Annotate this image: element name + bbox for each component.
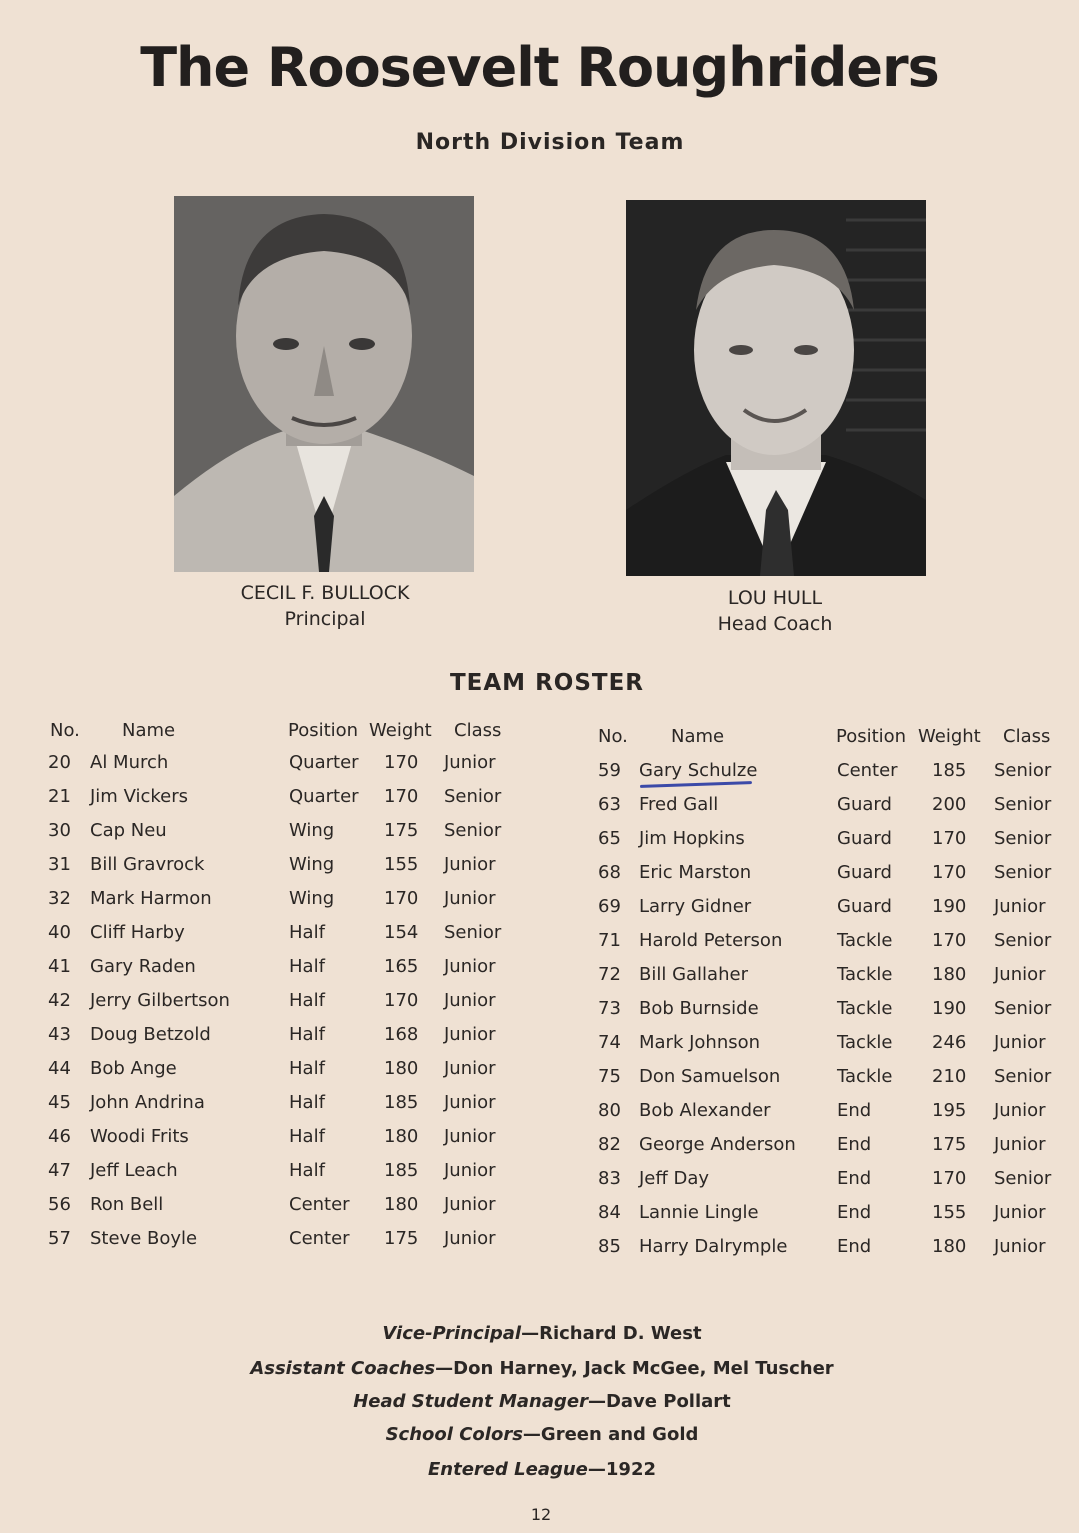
player-name: Fred Gall bbox=[639, 794, 719, 815]
player-name: Bob Burnside bbox=[639, 998, 759, 1019]
player-class: Senior bbox=[994, 1168, 1052, 1189]
player-class: Senior bbox=[444, 922, 502, 943]
player-class: Junior bbox=[444, 1024, 496, 1045]
player-name: Mark Harmon bbox=[90, 888, 212, 909]
player-number: 85 bbox=[598, 1236, 621, 1257]
footer-value: —Dave Pollart bbox=[587, 1391, 731, 1412]
player-class: Junior bbox=[444, 888, 496, 909]
player-weight: 175 bbox=[932, 1134, 967, 1155]
head-coach-name: LOU HULL bbox=[727, 587, 823, 609]
pen-underline-mark bbox=[640, 781, 752, 788]
player-name: Bob Ange bbox=[90, 1058, 177, 1079]
player-class: Senior bbox=[994, 930, 1052, 951]
player-number: 68 bbox=[598, 862, 621, 883]
player-class: Junior bbox=[444, 1126, 496, 1147]
player-position: Guard bbox=[837, 896, 892, 917]
head-coach-caption bbox=[650, 585, 900, 637]
footer-student-manager bbox=[0, 1391, 1079, 1412]
player-weight: 180 bbox=[932, 1236, 967, 1257]
player-class: Senior bbox=[994, 1066, 1052, 1087]
col-no: No. bbox=[598, 726, 628, 747]
player-number: 41 bbox=[48, 956, 71, 977]
player-weight: 175 bbox=[384, 820, 419, 841]
player-weight: 200 bbox=[932, 794, 967, 815]
player-class: Junior bbox=[444, 1092, 496, 1113]
player-weight: 180 bbox=[384, 1194, 419, 1215]
col-name: Name bbox=[671, 726, 725, 747]
player-class: Senior bbox=[994, 794, 1052, 815]
player-position: Half bbox=[289, 956, 325, 977]
footer-label: Head Student Manager bbox=[353, 1391, 588, 1412]
roster-title: TEAM ROSTER bbox=[449, 670, 645, 696]
player-number: 74 bbox=[598, 1032, 621, 1053]
player-name: Jeff Day bbox=[639, 1168, 710, 1189]
player-class: Junior bbox=[994, 1202, 1046, 1223]
player-weight: 170 bbox=[932, 1168, 967, 1189]
page-subtitle: North Division Team bbox=[415, 130, 685, 155]
col-weight: Weight bbox=[918, 726, 981, 747]
player-position: Wing bbox=[289, 854, 335, 875]
player-weight: 154 bbox=[384, 922, 419, 943]
col-name: Name bbox=[122, 720, 176, 741]
player-weight: 155 bbox=[384, 854, 419, 875]
player-weight: 185 bbox=[384, 1160, 419, 1181]
player-class: Senior bbox=[444, 820, 502, 841]
player-weight: 180 bbox=[932, 964, 967, 985]
player-class: Junior bbox=[994, 1134, 1046, 1155]
player-class: Junior bbox=[444, 956, 496, 977]
principal-role: Principal bbox=[284, 608, 366, 630]
player-class: Junior bbox=[444, 1160, 496, 1181]
player-position: Half bbox=[289, 1092, 325, 1113]
player-position: Half bbox=[289, 990, 325, 1011]
player-class: Senior bbox=[994, 998, 1052, 1019]
player-position: Quarter bbox=[289, 786, 359, 807]
player-name: Eric Marston bbox=[639, 862, 752, 883]
player-position: Half bbox=[289, 1160, 325, 1181]
player-weight: 170 bbox=[932, 828, 967, 849]
player-class: Senior bbox=[994, 862, 1052, 883]
player-weight: 180 bbox=[384, 1058, 419, 1079]
player-class: Junior bbox=[444, 990, 496, 1011]
footer-value: —Green and Gold bbox=[522, 1424, 699, 1445]
col-weight: Weight bbox=[369, 720, 432, 741]
player-number: 45 bbox=[48, 1092, 71, 1113]
player-name: Larry Gidner bbox=[639, 896, 752, 917]
player-name: Mark Johnson bbox=[639, 1032, 761, 1053]
player-position: End bbox=[837, 1168, 872, 1189]
player-number: 82 bbox=[598, 1134, 621, 1155]
player-name: George Anderson bbox=[639, 1134, 796, 1155]
player-position: Tackle bbox=[837, 930, 893, 951]
player-number: 44 bbox=[48, 1058, 71, 1079]
player-position: Center bbox=[837, 760, 898, 781]
player-weight: 170 bbox=[932, 862, 967, 883]
player-position: Half bbox=[289, 1126, 325, 1147]
player-position: Tackle bbox=[837, 1032, 893, 1053]
player-position: Tackle bbox=[837, 1066, 893, 1087]
player-class: Senior bbox=[444, 786, 502, 807]
player-number: 71 bbox=[598, 930, 621, 951]
player-number: 47 bbox=[48, 1160, 71, 1181]
player-weight: 170 bbox=[384, 752, 419, 773]
player-name: Don Samuelson bbox=[639, 1066, 781, 1087]
player-number: 65 bbox=[598, 828, 621, 849]
player-name: Doug Betzold bbox=[90, 1024, 211, 1045]
player-position: End bbox=[837, 1236, 872, 1257]
player-number: 73 bbox=[598, 998, 621, 1019]
player-weight: 185 bbox=[384, 1092, 419, 1113]
player-class: Junior bbox=[994, 896, 1046, 917]
player-number: 84 bbox=[598, 1202, 621, 1223]
player-name: Ron Bell bbox=[90, 1194, 164, 1215]
player-name: Bill Gravrock bbox=[90, 854, 205, 875]
player-number: 80 bbox=[598, 1100, 621, 1121]
player-weight: 175 bbox=[384, 1228, 419, 1249]
player-position: Guard bbox=[837, 828, 892, 849]
player-class: Junior bbox=[994, 1100, 1046, 1121]
player-number: 83 bbox=[598, 1168, 621, 1189]
player-position: Half bbox=[289, 1024, 325, 1045]
col-class: Class bbox=[1003, 726, 1051, 747]
col-position: Position bbox=[288, 720, 359, 741]
player-name: Cap Neu bbox=[90, 820, 167, 841]
footer-value: —Richard D. West bbox=[521, 1323, 702, 1344]
player-number: 75 bbox=[598, 1066, 621, 1087]
player-weight: 180 bbox=[384, 1126, 419, 1147]
player-number: 42 bbox=[48, 990, 71, 1011]
player-weight: 155 bbox=[932, 1202, 967, 1223]
player-number: 20 bbox=[48, 752, 71, 773]
player-weight: 246 bbox=[932, 1032, 967, 1053]
player-number: 56 bbox=[48, 1194, 71, 1215]
col-position: Position bbox=[836, 726, 907, 747]
player-position: Half bbox=[289, 1058, 325, 1079]
player-number: 72 bbox=[598, 964, 621, 985]
player-number: 30 bbox=[48, 820, 71, 841]
footer-school-colors bbox=[0, 1424, 1079, 1445]
footer-value: —1922 bbox=[587, 1459, 656, 1480]
player-position: Guard bbox=[837, 794, 892, 815]
player-class: Junior bbox=[444, 1194, 496, 1215]
player-position: Guard bbox=[837, 862, 892, 883]
player-name: Cliff Harby bbox=[90, 922, 185, 943]
player-name: Harold Peterson bbox=[639, 930, 783, 951]
footer-label: School Colors bbox=[385, 1424, 523, 1445]
player-name: Al Murch bbox=[90, 752, 169, 773]
footer-assistant-coaches bbox=[0, 1358, 1079, 1379]
footer-label: Vice-Principal bbox=[382, 1323, 522, 1344]
player-class: Junior bbox=[994, 1236, 1046, 1257]
player-number: 59 bbox=[598, 760, 621, 781]
player-weight: 170 bbox=[384, 888, 419, 909]
player-weight: 170 bbox=[384, 990, 419, 1011]
player-position: Wing bbox=[289, 820, 335, 841]
player-number: 63 bbox=[598, 794, 621, 815]
player-weight: 190 bbox=[932, 896, 967, 917]
player-name: Steve Boyle bbox=[90, 1228, 198, 1249]
player-class: Senior bbox=[994, 828, 1052, 849]
player-position: Center bbox=[289, 1194, 350, 1215]
player-name: Jeff Leach bbox=[90, 1160, 178, 1181]
footer-entered-league bbox=[0, 1459, 1079, 1480]
player-number: 57 bbox=[48, 1228, 71, 1249]
page-number: 12 bbox=[530, 1505, 552, 1524]
player-name: Jim Hopkins bbox=[639, 828, 745, 849]
player-weight: 170 bbox=[932, 930, 967, 951]
player-number: 31 bbox=[48, 854, 71, 875]
player-weight: 165 bbox=[384, 956, 419, 977]
player-weight: 195 bbox=[932, 1100, 967, 1121]
player-position: Wing bbox=[289, 888, 335, 909]
player-weight: 185 bbox=[932, 760, 967, 781]
player-class: Junior bbox=[994, 1032, 1046, 1053]
principal-name: CECIL F. BULLOCK bbox=[240, 582, 410, 604]
player-class: Junior bbox=[444, 752, 496, 773]
player-position: End bbox=[837, 1202, 872, 1223]
player-name: Gary Schulze bbox=[639, 760, 758, 781]
player-class: Junior bbox=[994, 964, 1046, 985]
player-number: 69 bbox=[598, 896, 621, 917]
player-weight: 210 bbox=[932, 1066, 967, 1087]
player-position: Half bbox=[289, 922, 325, 943]
player-weight: 170 bbox=[384, 786, 419, 807]
footer-label: Assistant Coaches bbox=[250, 1358, 436, 1379]
player-name: Bob Alexander bbox=[639, 1100, 771, 1121]
player-name: Jim Vickers bbox=[90, 786, 189, 807]
page-title: The Roosevelt Roughriders bbox=[140, 36, 939, 99]
player-class: Junior bbox=[444, 1228, 496, 1249]
player-name: Woodi Frits bbox=[90, 1126, 189, 1147]
player-number: 46 bbox=[48, 1126, 71, 1147]
player-number: 43 bbox=[48, 1024, 71, 1045]
player-class: Senior bbox=[994, 760, 1052, 781]
player-weight: 190 bbox=[932, 998, 967, 1019]
footer-label: Entered League bbox=[428, 1459, 588, 1480]
player-position: End bbox=[837, 1134, 872, 1155]
player-name: Jerry Gilbertson bbox=[90, 990, 230, 1011]
player-position: Quarter bbox=[289, 752, 359, 773]
player-name: Bill Gallaher bbox=[639, 964, 748, 985]
player-name: Gary Raden bbox=[90, 956, 196, 977]
player-position: Center bbox=[289, 1228, 350, 1249]
player-number: 40 bbox=[48, 922, 71, 943]
head-coach-role: Head Coach bbox=[717, 613, 833, 635]
player-weight: 168 bbox=[384, 1024, 419, 1045]
player-number: 21 bbox=[48, 786, 71, 807]
player-position: Tackle bbox=[837, 998, 893, 1019]
player-class: Junior bbox=[444, 1058, 496, 1079]
footer-vice-principal bbox=[0, 1323, 1079, 1344]
principal-caption bbox=[200, 580, 450, 632]
head-coach-photo bbox=[626, 200, 926, 576]
player-name: Lannie Lingle bbox=[639, 1202, 759, 1223]
player-name: John Andrina bbox=[90, 1092, 205, 1113]
player-class: Junior bbox=[444, 854, 496, 875]
player-position: End bbox=[837, 1100, 872, 1121]
player-number: 32 bbox=[48, 888, 71, 909]
player-position: Tackle bbox=[837, 964, 893, 985]
footer-value: —Don Harney, Jack McGee, Mel Tuscher bbox=[435, 1358, 834, 1379]
col-no: No. bbox=[50, 720, 80, 741]
principal-photo bbox=[174, 196, 474, 572]
player-name: Harry Dalrymple bbox=[639, 1236, 788, 1257]
col-class: Class bbox=[454, 720, 502, 741]
